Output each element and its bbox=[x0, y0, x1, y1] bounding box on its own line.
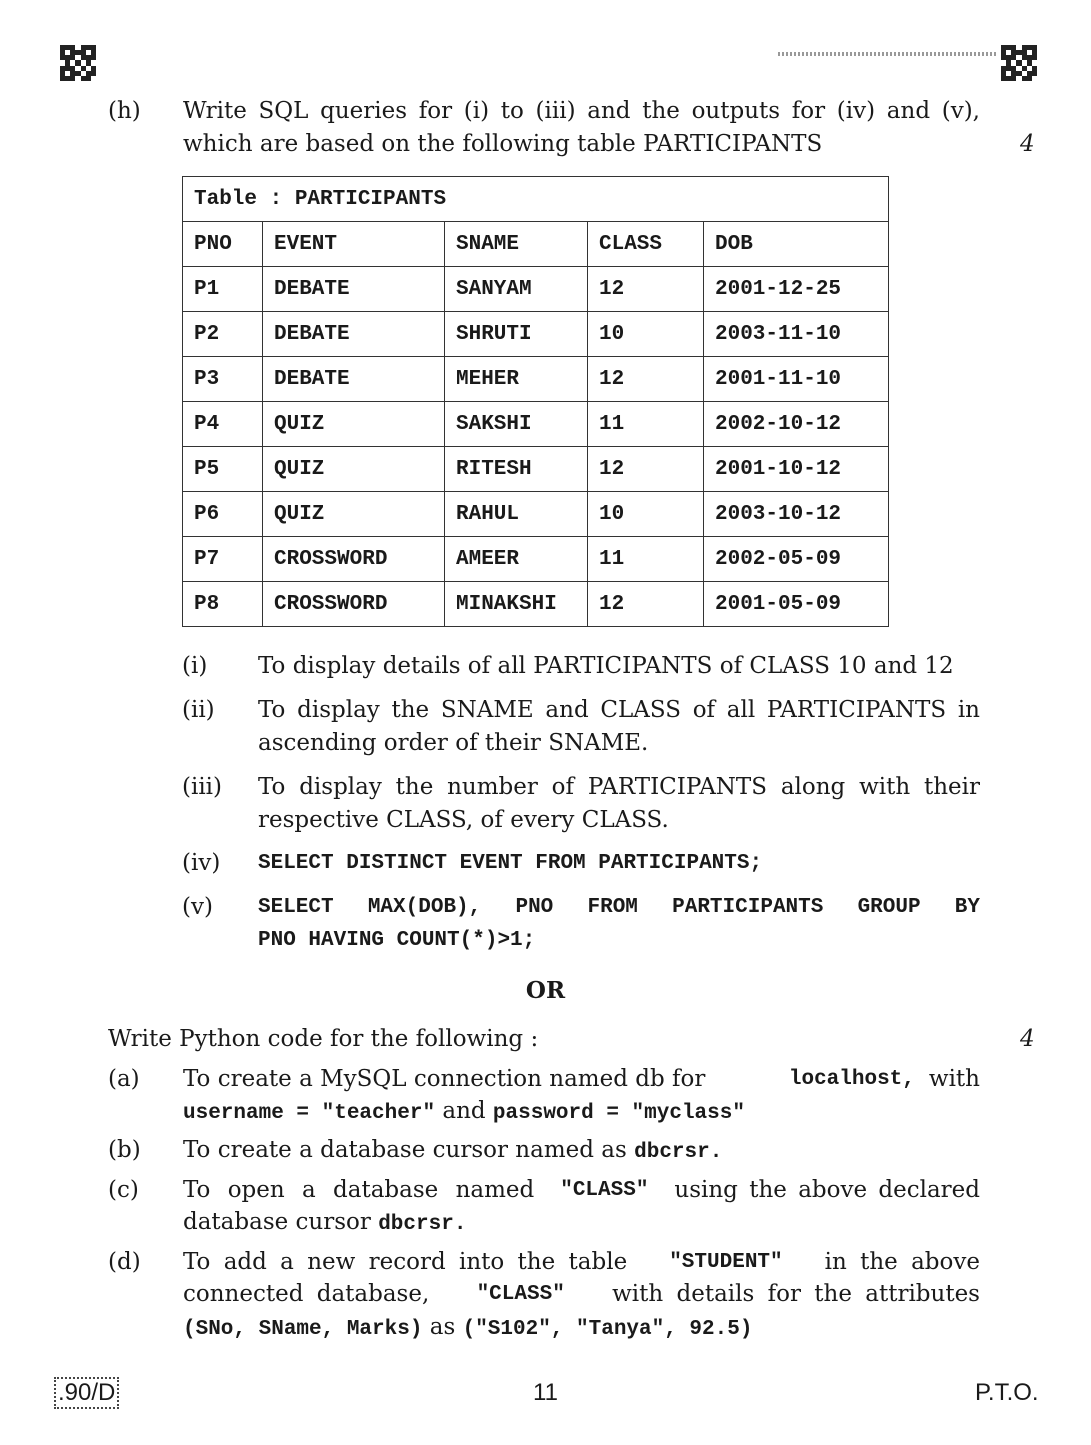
qr-code-icon bbox=[60, 45, 96, 81]
question-h-line2: which are based on the following table PARTICIPANTS bbox=[183, 131, 823, 157]
python-a-text2: with bbox=[928, 1066, 980, 1092]
python-b-text1: To create a database cursor named as bbox=[183, 1137, 627, 1163]
table-cell: 12 bbox=[588, 267, 704, 312]
subpart-i-label: (i) bbox=[182, 653, 208, 679]
subpart-iii-label: (iii) bbox=[182, 774, 223, 800]
python-c-line2 bbox=[183, 1206, 980, 1241]
table-cell: P5 bbox=[183, 447, 263, 492]
python-d-code4: ("S102", "Tanya", 92.5) bbox=[462, 1318, 753, 1341]
table-cell: SHRUTI bbox=[445, 312, 588, 357]
table-cell: 2002-10-12 bbox=[704, 402, 889, 447]
question-h-label: (h) bbox=[108, 98, 141, 124]
python-d-text4: with details for the attributes bbox=[612, 1281, 980, 1307]
python-d-text5: as bbox=[429, 1314, 456, 1340]
python-a-line2 bbox=[183, 1095, 980, 1130]
table-cell: 11 bbox=[588, 402, 704, 447]
table-cell: P3 bbox=[183, 357, 263, 402]
python-a-code2: username = "teacher" bbox=[183, 1102, 436, 1125]
table-row bbox=[183, 312, 889, 357]
or-separator: OR bbox=[525, 977, 566, 1004]
table-cell: DEBATE bbox=[263, 267, 445, 312]
python-d-code1: "STUDENT" bbox=[669, 1251, 783, 1274]
table-cell: MEHER bbox=[445, 357, 588, 402]
python-c-code1: "CLASS" bbox=[560, 1179, 649, 1202]
table-cell: 2001-10-12 bbox=[704, 447, 889, 492]
table-cell: CROSSWORD bbox=[263, 582, 445, 627]
subpart-iii-line2: respective CLASS, of every CLASS. bbox=[258, 807, 669, 833]
subpart-iv-label: (iv) bbox=[182, 850, 221, 876]
python-b-label: (b) bbox=[108, 1137, 141, 1163]
table-row bbox=[183, 357, 889, 402]
python-d-code2: "CLASS" bbox=[476, 1283, 565, 1306]
table-cell: 2003-10-12 bbox=[704, 492, 889, 537]
subpart-iv-code: SELECT DISTINCT EVENT FROM PARTICIPANTS; bbox=[258, 852, 763, 875]
table-cell: P4 bbox=[183, 402, 263, 447]
table-cell: P8 bbox=[183, 582, 263, 627]
table-cell: QUIZ bbox=[263, 447, 445, 492]
subpart-v-label: (v) bbox=[182, 894, 213, 920]
subpart-iii-line1: To display the number of PARTICIPANTS along with their bbox=[258, 774, 980, 800]
participants-table bbox=[182, 176, 889, 627]
python-b-code1: dbcrsr. bbox=[634, 1141, 723, 1164]
table-cell: DEBATE bbox=[263, 357, 445, 402]
table-cell: 2003-11-10 bbox=[704, 312, 889, 357]
python-c-line1 bbox=[183, 1174, 980, 1207]
python-b-line bbox=[183, 1134, 980, 1169]
python-a-code3: password = "myclass" bbox=[492, 1102, 745, 1125]
table-cell: 12 bbox=[588, 447, 704, 492]
python-d-text2: in the above bbox=[824, 1249, 980, 1275]
pto-label: P.T.O. bbox=[975, 1379, 1039, 1406]
subpart-i-text: To display details of all PARTICIPANTS of CLASS 10 and 12 bbox=[258, 653, 954, 679]
table-cell: 2002-05-09 bbox=[704, 537, 889, 582]
python-intro: Write Python code for the following : bbox=[108, 1026, 539, 1052]
python-c-code2: dbcrsr. bbox=[378, 1213, 467, 1236]
table-cell: DEBATE bbox=[263, 312, 445, 357]
table-row bbox=[183, 402, 889, 447]
question-h-line1: Write SQL queries for (i) to (iii) and the outputs for (iv) and (v), bbox=[183, 98, 980, 124]
subpart-v-line2: PNO HAVING COUNT(*)>1; bbox=[258, 929, 536, 952]
column-header: CLASS bbox=[588, 222, 704, 267]
table-cell: AMEER bbox=[445, 537, 588, 582]
python-d-line3 bbox=[183, 1311, 980, 1346]
table-cell: 2001-05-09 bbox=[704, 582, 889, 627]
table-cell: 2001-12-25 bbox=[704, 267, 889, 312]
table-row bbox=[183, 447, 889, 492]
qr-code-icon bbox=[1001, 45, 1037, 81]
python-d-line1 bbox=[183, 1246, 980, 1279]
python-a-code1: localhost, bbox=[788, 1068, 915, 1091]
table-title-row bbox=[183, 177, 889, 222]
python-d-code3: (SNo, SName, Marks) bbox=[183, 1318, 423, 1341]
table-cell: RITESH bbox=[445, 447, 588, 492]
table-cell: P6 bbox=[183, 492, 263, 537]
table-cell: 12 bbox=[588, 582, 704, 627]
header-security-strip bbox=[778, 52, 996, 56]
column-header: PNO bbox=[183, 222, 263, 267]
table-row bbox=[183, 537, 889, 582]
python-c-text2: using the above declared bbox=[674, 1177, 980, 1203]
page-number: 11 bbox=[533, 1379, 558, 1406]
table-cell: RAHUL bbox=[445, 492, 588, 537]
subpart-ii-label: (ii) bbox=[182, 697, 215, 723]
table-cell: P7 bbox=[183, 537, 263, 582]
python-d-text1: To add a new record into the table bbox=[183, 1249, 628, 1275]
subpart-v-line1: SELECT MAX(DOB), PNO FROM PARTICIPANTS GROUP BY bbox=[258, 896, 980, 919]
python-a-text1: To create a MySQL connection named db for bbox=[183, 1066, 706, 1092]
table-cell: QUIZ bbox=[263, 492, 445, 537]
table-cell: 2001-11-10 bbox=[704, 357, 889, 402]
table-cell: MINAKSHI bbox=[445, 582, 588, 627]
python-c-label: (c) bbox=[108, 1177, 139, 1203]
table-cell: 11 bbox=[588, 537, 704, 582]
table-cell: SANYAM bbox=[445, 267, 588, 312]
table-cell: P2 bbox=[183, 312, 263, 357]
column-header: SNAME bbox=[445, 222, 588, 267]
table-cell: 12 bbox=[588, 357, 704, 402]
table-cell: SAKSHI bbox=[445, 402, 588, 447]
table-row bbox=[183, 267, 889, 312]
python-c-text3: database cursor bbox=[183, 1209, 371, 1235]
python-d-label: (d) bbox=[108, 1249, 141, 1275]
column-header: EVENT bbox=[263, 222, 445, 267]
table-cell: 10 bbox=[588, 312, 704, 357]
python-c-text1: To open a database named bbox=[183, 1177, 535, 1203]
subpart-ii-line2: ascending order of their SNAME. bbox=[258, 730, 649, 756]
python-d-line2 bbox=[183, 1278, 980, 1311]
table-cell: P1 bbox=[183, 267, 263, 312]
question-h-marks: 4 bbox=[1020, 131, 1035, 157]
subpart-ii-line1: To display the SNAME and CLASS of all PARTICIPANTS in bbox=[258, 697, 980, 723]
table-cell: CROSSWORD bbox=[263, 537, 445, 582]
column-header: DOB bbox=[704, 222, 889, 267]
table-cell: 10 bbox=[588, 492, 704, 537]
paper-code: .90/D bbox=[54, 1377, 119, 1409]
table-row bbox=[183, 582, 889, 627]
python-d-text3: connected database, bbox=[183, 1281, 430, 1307]
python-a-label: (a) bbox=[108, 1066, 140, 1092]
python-marks: 4 bbox=[1020, 1026, 1035, 1052]
table-row bbox=[183, 492, 889, 537]
python-a-text3: and bbox=[442, 1098, 486, 1124]
table-header-row bbox=[183, 222, 889, 267]
table-title: Table : PARTICIPANTS bbox=[183, 177, 889, 222]
python-a-line1 bbox=[183, 1063, 980, 1096]
table-cell: QUIZ bbox=[263, 402, 445, 447]
